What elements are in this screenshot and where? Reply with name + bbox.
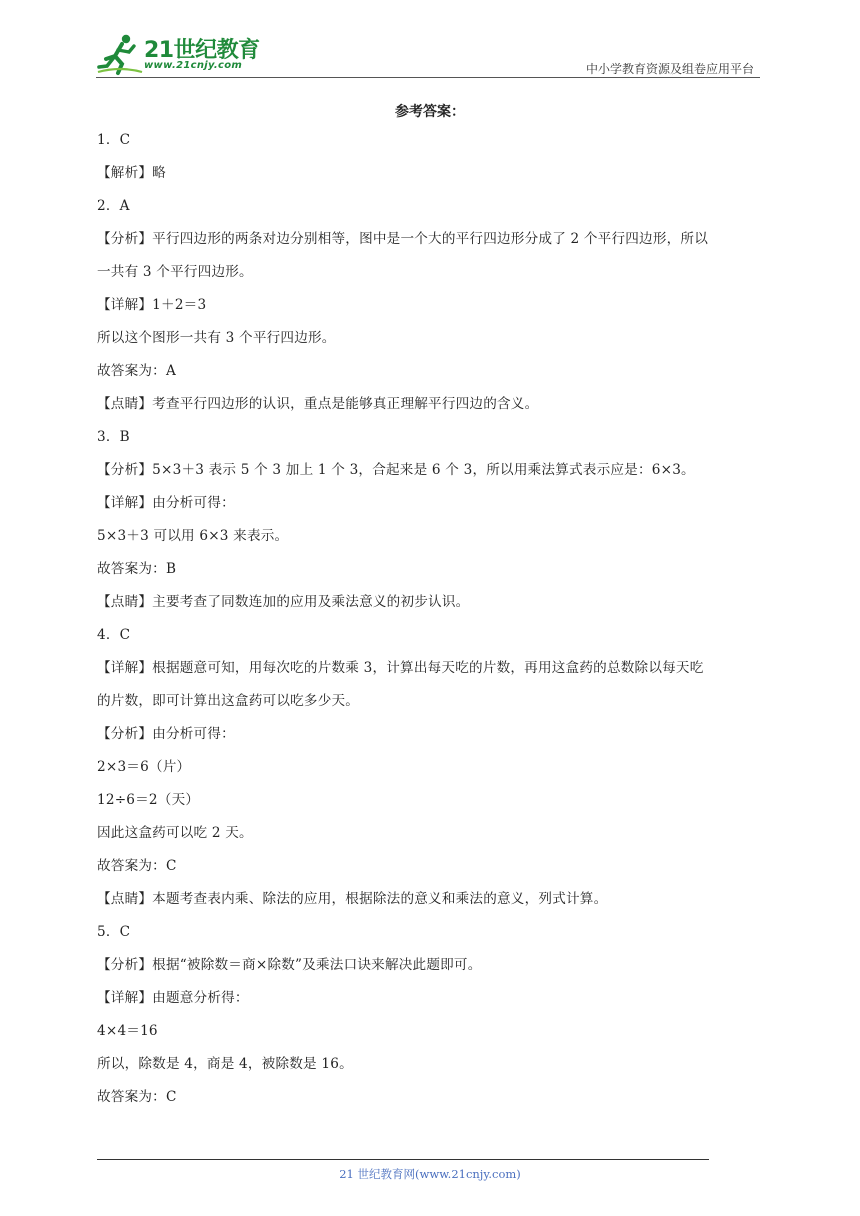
text-line: 5×3＋3 可以用 6×3 来表示。 bbox=[97, 528, 289, 544]
logo-url: www.21cnjy.com bbox=[144, 60, 243, 71]
footer-divider bbox=[97, 1159, 709, 1160]
text-line: 【详解】由题意分析得： bbox=[97, 990, 249, 1006]
answer-content bbox=[97, 124, 761, 1114]
text-line: 一共有 3 个平行四边形。 bbox=[97, 264, 253, 280]
text-line: 因此这盒药可以吃 2 天。 bbox=[97, 825, 253, 841]
text-line: 【分析】5×3＋3 表示 5 个 3 加上 1 个 3，合起来是 6 个 3，所以用乘法算式表示应是：6×3。 bbox=[97, 462, 695, 478]
text-line: 【点睛】考查平行四边形的认识，重点是能够真正理解平行四边的含义。 bbox=[97, 396, 539, 412]
text-line: 所以，除数是 4，商是 4，被除数是 16。 bbox=[97, 1056, 353, 1072]
text-line: 【分析】根据“被除数＝商×除数”及乘法口诀来解决此题即可。 bbox=[97, 957, 482, 973]
page-title: 参考答案： bbox=[395, 104, 465, 120]
text-line: 12÷6＝2（天） bbox=[97, 792, 200, 808]
text-line: 【分析】由分析可得： bbox=[97, 726, 235, 742]
text-line: 4×4＝16 bbox=[97, 1023, 158, 1039]
page-header bbox=[96, 30, 760, 78]
text-line: 2×3＝6（片） bbox=[97, 759, 191, 775]
text-line: 故答案为：C bbox=[97, 858, 177, 874]
text-line: 的片数，即可计算出这盒药可以吃多少天。 bbox=[97, 693, 360, 709]
footer-link[interactable]: 21 世纪教育网(www.21cnjy.com) bbox=[339, 1167, 521, 1181]
text-line: 5．C bbox=[97, 924, 131, 940]
text-line: 故答案为：B bbox=[97, 561, 177, 577]
text-line: 3．B bbox=[97, 429, 130, 445]
text-line: 【解析】略 bbox=[97, 165, 166, 181]
logo-text: 21世纪教育 bbox=[144, 38, 260, 63]
text-line: 【点睛】主要考查了同数连加的应用及乘法意义的初步认识。 bbox=[97, 594, 470, 610]
text-line: 【详解】根据题意可知，用每次吃的片数乘 3，计算出每天吃的片数，再用这盒药的总数除以每天吃 bbox=[97, 660, 704, 676]
text-line: 2．A bbox=[97, 198, 130, 214]
text-line: 【分析】平行四边形的两条对边分别相等，图中是一个大的平行四边形分成了 2 个平行四边形，所以 bbox=[97, 231, 709, 247]
text-line: 1．C bbox=[97, 132, 131, 148]
text-line: 所以这个图形一共有 3 个平行四边形。 bbox=[97, 330, 336, 346]
text-line: 故答案为：C bbox=[97, 1089, 177, 1105]
text-line: 故答案为：A bbox=[97, 363, 176, 379]
text-line: 【点睛】本题考查表内乘、除法的应用，根据除法的意义和乘法的意义，列式计算。 bbox=[97, 891, 608, 907]
site-logo[interactable] bbox=[96, 32, 266, 76]
text-line: 【详解】由分析可得： bbox=[97, 495, 235, 511]
header-divider bbox=[96, 77, 760, 78]
runner-logo-icon bbox=[96, 32, 144, 76]
text-line: 【详解】1＋2＝3 bbox=[97, 297, 207, 313]
platform-name: 中小学教育资源及组卷应用平台 bbox=[585, 62, 754, 76]
text-line: 4．C bbox=[97, 627, 131, 643]
